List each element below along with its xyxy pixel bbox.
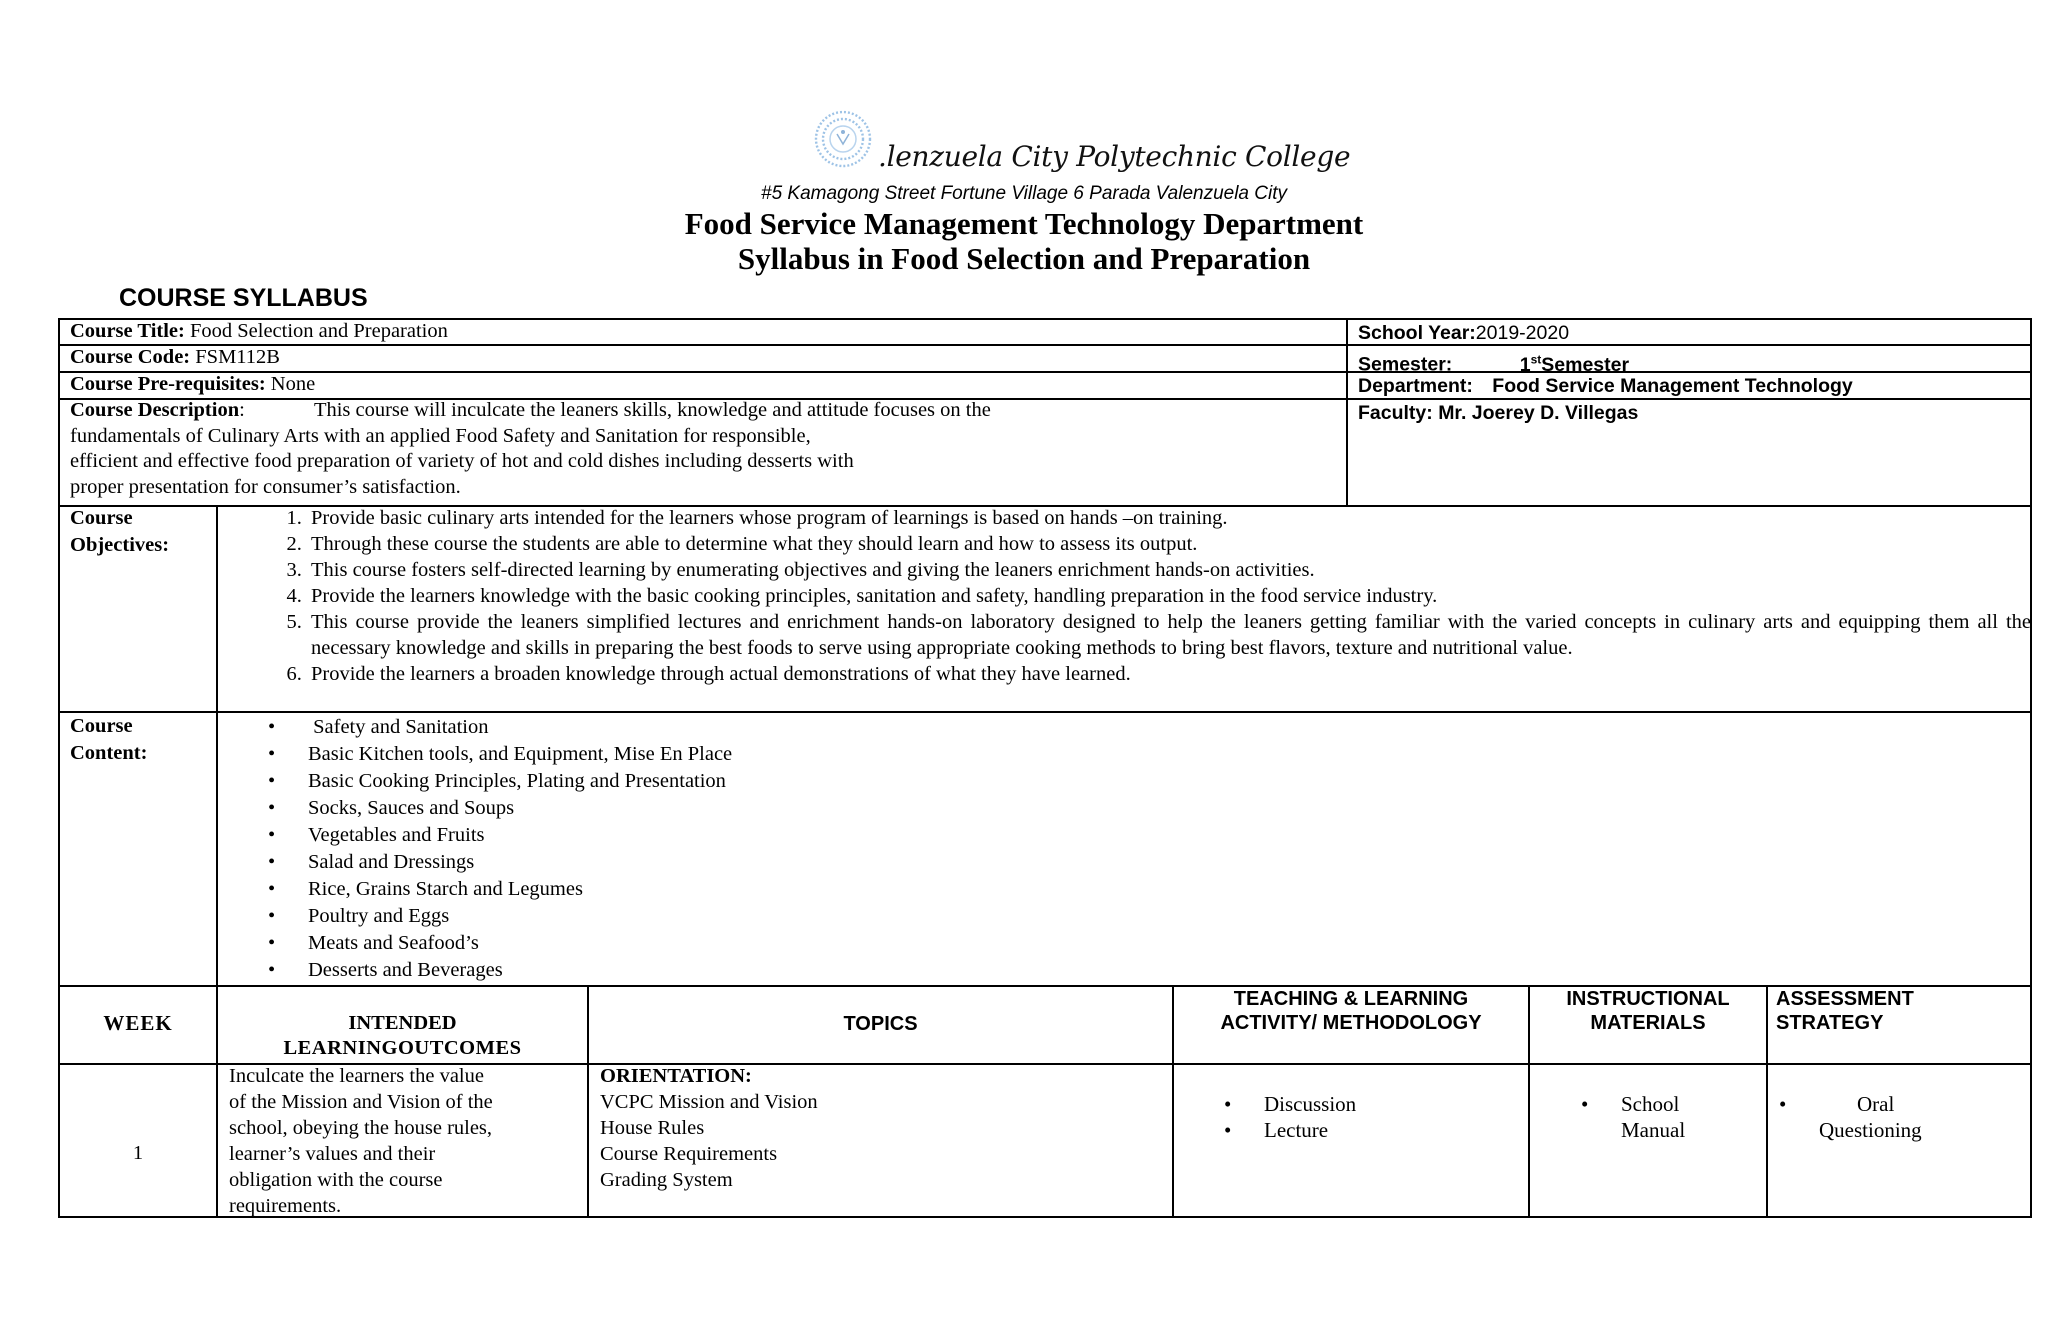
faculty-row bbox=[1358, 400, 1638, 426]
course-description-line-4: proper presentation for consumer’s satisfaction. bbox=[70, 476, 461, 498]
content-item: • Basic Cooking Principles, Plating and Presentation bbox=[308, 768, 732, 795]
content-item: • Meats and Seafood’s bbox=[308, 930, 732, 957]
school-year-value: 2019-2020 bbox=[1475, 322, 1570, 344]
semester-value: 1stSemester bbox=[1519, 352, 1630, 376]
activity-item: • Lecture bbox=[1264, 1117, 1356, 1143]
assessment-list bbox=[1819, 1091, 1922, 1143]
activity-list bbox=[1264, 1091, 1356, 1143]
college-name: .lenzuela City Polytechnic College bbox=[878, 140, 1351, 173]
assessment-item: • Oral Questioning bbox=[1819, 1091, 1922, 1143]
topic-item: House Rules bbox=[600, 1117, 705, 1139]
section-title: COURSE SYLLABUS bbox=[119, 284, 368, 312]
course-description-line-2: fundamentals of Culinary Arts with an applied Food Safety and Sanitation for responsible, bbox=[70, 425, 811, 447]
topic-item: Course Requirements bbox=[600, 1143, 778, 1165]
topic-heading: ORIENTATION: bbox=[600, 1065, 752, 1087]
row-divider bbox=[58, 344, 2032, 346]
topic-item: Grading System bbox=[600, 1169, 733, 1191]
course-code-value: FSM112B bbox=[195, 346, 280, 368]
column-divider bbox=[216, 711, 218, 987]
faculty-label: Faculty: bbox=[1358, 402, 1433, 424]
objective-item: 4. Provide the learners knowledge with the basic cooking principles, sanitation and safety, handling preparation in the food service industry. bbox=[307, 583, 2031, 609]
objective-item: 1. Provide basic culinary arts intended for the learners whose program of learnings is based on hands –on training. bbox=[307, 505, 2031, 531]
department-row bbox=[1358, 373, 1853, 399]
semester-label: Semester: bbox=[1358, 353, 1453, 376]
week-header: WEEK bbox=[103, 1011, 173, 1035]
course-title-row bbox=[70, 318, 448, 344]
objective-item: 5. This course provide the leaners simplified lectures and enrichment hands-on laboratory designed to help the leaners getting familiar with the varied concepts in culinary arts and equipping them all the necessary knowledge and skills in preparing the best foods to serve using appropriate cooking methods to bring best flavors, texture and nutritional value. bbox=[307, 609, 2031, 661]
course-title-label: Course Title: bbox=[70, 320, 185, 342]
objective-item: 2. Through these course the students are able to determine what they should learn and how to assess its output. bbox=[307, 531, 2031, 557]
content-item: • Socks, Sauces and Soups bbox=[308, 795, 732, 822]
department-value: Food Service Management Technology bbox=[1492, 375, 1853, 397]
department-label: Department: bbox=[1358, 375, 1473, 397]
school-year-label: School Year: bbox=[1358, 322, 1476, 344]
learning-outcomes-header: INTENDED LEARNINGOUTCOMES bbox=[283, 1012, 522, 1059]
course-description-line-1 bbox=[70, 397, 991, 423]
column-divider bbox=[1766, 985, 1768, 1218]
content-item: • Rice, Grains Starch and Legumes bbox=[308, 876, 732, 903]
content-label: Course Content: bbox=[70, 715, 148, 764]
content-item: • Safety and Sanitation bbox=[308, 714, 732, 741]
content-item: • Salad and Dressings bbox=[308, 849, 732, 876]
course-description-label: Course Description bbox=[70, 399, 240, 421]
topic-item: VCPC Mission and Vision bbox=[600, 1091, 818, 1113]
college-address: #5 Kamagong Street Fortune Village 6 Parada Valenzuela City bbox=[761, 183, 1287, 204]
course-description-colon: : bbox=[239, 399, 245, 421]
materials-list bbox=[1621, 1091, 1685, 1143]
prerequisites-label: Course Pre-requisites: bbox=[70, 373, 266, 395]
instructional-materials-header: INSTRUCTIONAL MATERIALS bbox=[1566, 988, 1730, 1034]
materials-item: • School Manual bbox=[1621, 1091, 1685, 1143]
course-title-value: Food Selection and Preparation bbox=[189, 320, 448, 342]
syllabus-title: Syllabus in Food Selection and Preparation bbox=[737, 241, 1311, 276]
column-divider bbox=[216, 505, 218, 713]
course-description-line-3: efficient and effective food preparation of variety of hot and cold dishes including desserts with bbox=[70, 450, 854, 472]
content-item: • Basic Kitchen tools, and Equipment, Mise En Place bbox=[308, 741, 732, 768]
assessment-strategy-header: ASSESSMENT STRATEGY bbox=[1776, 988, 1914, 1034]
department-title: Food Service Management Technology Department bbox=[684, 206, 1364, 241]
topics-header: TOPICS bbox=[843, 1013, 918, 1035]
objective-item: 6. Provide the learners a broaden knowledge through actual demonstrations of what they have learned. bbox=[307, 661, 2031, 687]
course-code-label: Course Code: bbox=[70, 346, 191, 368]
teaching-learning-header: TEACHING & LEARNING ACTIVITY/ METHODOLOGY bbox=[1220, 988, 1482, 1034]
topics-cell bbox=[600, 1063, 818, 1193]
prerequisites-row bbox=[70, 371, 315, 397]
prerequisites-value: None bbox=[270, 373, 316, 395]
content-item: • Vegetables and Fruits bbox=[308, 822, 732, 849]
objective-item: 3. This course fosters self-directed learning by enumerating objectives and giving the leaners enrichment hands-on activities. bbox=[307, 557, 2031, 583]
faculty-value: Mr. Joerey D. Villegas bbox=[1438, 402, 1639, 424]
week-number: 1 bbox=[132, 1142, 144, 1164]
activity-item: • Discussion bbox=[1264, 1091, 1356, 1117]
content-item: • Desserts and Beverages bbox=[308, 957, 732, 984]
course-description-text: This course will inculcate the leaners skills, knowledge and attitude focuses on the bbox=[313, 399, 991, 421]
objectives-label: Course Objectives: bbox=[70, 507, 170, 556]
college-seal-logo bbox=[812, 108, 874, 170]
content-item: • Poultry and Eggs bbox=[308, 903, 732, 930]
learning-outcome-text: Inculcate the learners the value of the Mission and Vision of the school, obeying the house rules, learner’s values and their obligation with the course requirements. bbox=[229, 1065, 493, 1217]
objectives-list bbox=[235, 505, 2031, 687]
course-code-row bbox=[70, 344, 280, 370]
column-divider bbox=[1346, 318, 1348, 507]
content-list bbox=[234, 714, 732, 984]
school-year-row bbox=[1358, 320, 1569, 346]
